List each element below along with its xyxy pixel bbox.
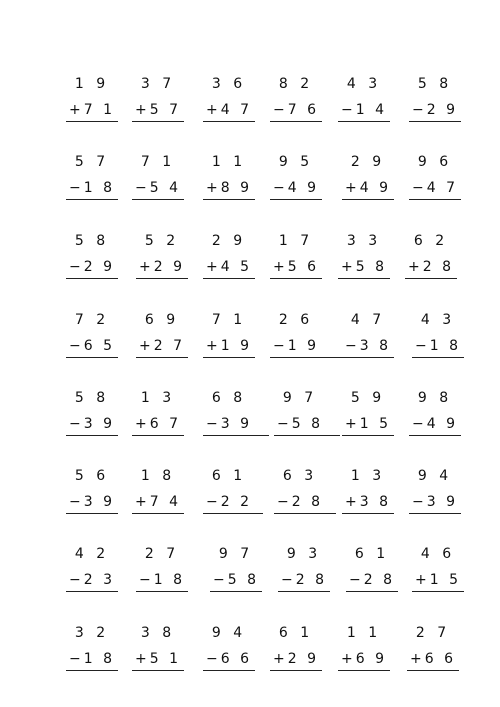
problem xyxy=(201,312,257,372)
problem xyxy=(64,312,120,372)
problem-row-2 xyxy=(0,154,500,214)
top-number: 3 7 xyxy=(140,76,176,92)
operator-number: −4 7 xyxy=(412,180,458,196)
problem xyxy=(201,390,257,450)
answer-line xyxy=(136,278,188,279)
operator-number: +4 7 xyxy=(206,102,252,118)
operator-number: +3 8 xyxy=(345,494,391,510)
operator-number: −2 2 xyxy=(206,494,252,510)
problem xyxy=(130,625,186,685)
operator-number: −1 4 xyxy=(341,102,387,118)
problem xyxy=(340,390,396,450)
top-number: 5 2 xyxy=(144,233,180,249)
problem xyxy=(336,76,392,136)
answer-line xyxy=(407,670,459,671)
answer-line xyxy=(203,121,255,122)
operator-number: −4 9 xyxy=(273,180,319,196)
answer-line xyxy=(66,278,118,279)
operator-number: +5 8 xyxy=(341,259,387,275)
answer-line xyxy=(342,199,394,200)
answer-line xyxy=(342,357,394,358)
answer-line xyxy=(409,199,461,200)
top-number: 2 7 xyxy=(415,625,451,641)
operator-number: −1 9 xyxy=(273,338,319,354)
top-number: 9 6 xyxy=(417,154,453,170)
operator-number: +1 5 xyxy=(345,416,391,432)
answer-line xyxy=(132,199,184,200)
answer-line xyxy=(132,121,184,122)
answer-line xyxy=(338,670,390,671)
answer-line xyxy=(409,435,461,436)
problem xyxy=(130,76,186,136)
top-number: 5 6 xyxy=(74,468,110,484)
top-number: 4 6 xyxy=(420,546,456,562)
top-number: 9 3 xyxy=(286,546,322,562)
top-number: 1 9 xyxy=(74,76,110,92)
top-number: 9 8 xyxy=(417,390,453,406)
operator-number: −6 5 xyxy=(69,338,115,354)
answer-line xyxy=(203,435,269,436)
problem xyxy=(130,390,186,450)
operator-number: −3 9 xyxy=(69,494,115,510)
top-number: 8 2 xyxy=(278,76,314,92)
problem xyxy=(407,154,463,214)
problem xyxy=(201,154,257,214)
operator-number: +4 9 xyxy=(345,180,391,196)
operator-number: −5 8 xyxy=(277,416,323,432)
problem xyxy=(407,390,463,450)
answer-line xyxy=(274,513,336,514)
operator-number: +2 9 xyxy=(273,651,319,667)
operator-number: −3 9 xyxy=(412,494,458,510)
answer-line xyxy=(338,121,390,122)
top-number: 1 3 xyxy=(140,390,176,406)
operator-number: −2 9 xyxy=(412,102,458,118)
problem xyxy=(64,625,120,685)
problem xyxy=(268,76,324,136)
operator-number: −2 8 xyxy=(277,494,323,510)
operator-number: −1 8 xyxy=(69,651,115,667)
top-number: 1 8 xyxy=(140,468,176,484)
answer-line xyxy=(132,435,184,436)
answer-line xyxy=(346,591,398,592)
top-number: 6 1 xyxy=(354,546,390,562)
problem xyxy=(208,546,264,606)
problem xyxy=(407,468,463,528)
answer-line xyxy=(66,513,118,514)
operator-number: +1 5 xyxy=(415,572,461,588)
operator-number: −2 9 xyxy=(69,259,115,275)
problem xyxy=(407,76,463,136)
problem xyxy=(336,233,392,293)
operator-number: +5 7 xyxy=(135,102,181,118)
top-number: 5 7 xyxy=(74,154,110,170)
operator-number: −5 8 xyxy=(213,572,259,588)
operator-number: +8 9 xyxy=(206,180,252,196)
top-number: 3 3 xyxy=(346,233,382,249)
top-number: 4 2 xyxy=(74,546,110,562)
answer-line xyxy=(66,121,118,122)
answer-line xyxy=(132,513,184,514)
answer-line xyxy=(136,591,188,592)
top-number: 9 7 xyxy=(218,546,254,562)
top-number: 1 1 xyxy=(211,154,247,170)
problem xyxy=(340,154,396,214)
problem xyxy=(201,233,257,293)
top-number: 9 5 xyxy=(278,154,314,170)
answer-line xyxy=(66,591,118,592)
answer-line xyxy=(66,670,118,671)
problem xyxy=(64,390,120,450)
top-number: 5 8 xyxy=(74,390,110,406)
problem xyxy=(272,390,328,450)
top-number: 5 8 xyxy=(417,76,453,92)
operator-number: +5 1 xyxy=(135,651,181,667)
operator-number: −7 6 xyxy=(273,102,319,118)
answer-line xyxy=(412,591,464,592)
problem xyxy=(340,312,396,372)
problem xyxy=(64,233,120,293)
problem xyxy=(268,233,324,293)
top-number: 7 2 xyxy=(74,312,110,328)
answer-line xyxy=(270,670,322,671)
operator-number: +2 8 xyxy=(408,259,454,275)
top-number: 3 2 xyxy=(74,625,110,641)
top-number: 6 1 xyxy=(278,625,314,641)
top-number: 2 6 xyxy=(278,312,314,328)
operator-number: +6 9 xyxy=(341,651,387,667)
operator-number: −3 9 xyxy=(69,416,115,432)
problem xyxy=(272,468,328,528)
operator-number: +2 9 xyxy=(139,259,185,275)
problem xyxy=(405,625,461,685)
top-number: 3 6 xyxy=(211,76,247,92)
answer-line xyxy=(409,513,461,514)
problem xyxy=(130,154,186,214)
answer-line xyxy=(270,278,322,279)
problem xyxy=(64,154,120,214)
operator-number: −6 6 xyxy=(206,651,252,667)
top-number: 4 7 xyxy=(350,312,386,328)
top-number: 6 3 xyxy=(282,468,318,484)
top-number: 2 9 xyxy=(350,154,386,170)
top-number: 5 8 xyxy=(74,233,110,249)
problem xyxy=(336,625,392,685)
answer-line xyxy=(66,435,118,436)
problem xyxy=(344,546,400,606)
problem-row-1 xyxy=(0,76,500,136)
operator-number: −3 8 xyxy=(345,338,391,354)
answer-line xyxy=(203,513,263,514)
operator-number: −2 8 xyxy=(349,572,395,588)
top-number: 9 4 xyxy=(417,468,453,484)
operator-number: +6 7 xyxy=(135,416,181,432)
problem xyxy=(64,468,120,528)
answer-line xyxy=(203,199,255,200)
top-number: 1 3 xyxy=(350,468,386,484)
answer-line xyxy=(66,357,118,358)
top-number: 3 8 xyxy=(140,625,176,641)
operator-number: −1 8 xyxy=(139,572,185,588)
problem xyxy=(410,312,466,372)
top-number: 9 7 xyxy=(282,390,318,406)
top-number: 4 3 xyxy=(420,312,456,328)
problem xyxy=(268,312,324,372)
operator-number: −4 9 xyxy=(412,416,458,432)
operator-number: −1 8 xyxy=(69,180,115,196)
problem xyxy=(134,233,190,293)
operator-number: +5 6 xyxy=(273,259,319,275)
problem-row-7 xyxy=(0,546,500,606)
answer-line xyxy=(270,357,348,358)
answer-line xyxy=(342,435,394,436)
top-number: 6 1 xyxy=(211,468,247,484)
operator-number: −3 9 xyxy=(206,416,252,432)
answer-line xyxy=(210,591,262,592)
top-number: 6 8 xyxy=(211,390,247,406)
problem xyxy=(134,312,190,372)
top-number: 7 1 xyxy=(211,312,247,328)
operator-number: +1 9 xyxy=(206,338,252,354)
problem xyxy=(268,625,324,685)
problem-row-5 xyxy=(0,390,500,450)
problem-row-4 xyxy=(0,312,500,372)
operator-number: −2 8 xyxy=(281,572,327,588)
answer-line xyxy=(203,278,255,279)
answer-line xyxy=(405,278,457,279)
answer-line xyxy=(278,591,330,592)
problem xyxy=(64,546,120,606)
problem xyxy=(268,154,324,214)
top-number: 4 3 xyxy=(346,76,382,92)
operator-number: −2 3 xyxy=(69,572,115,588)
operator-number: +6 6 xyxy=(410,651,456,667)
answer-line xyxy=(132,670,184,671)
answer-line xyxy=(342,513,394,514)
problem xyxy=(276,546,332,606)
top-number: 7 1 xyxy=(140,154,176,170)
answer-line xyxy=(338,278,390,279)
problem xyxy=(201,625,257,685)
answer-line xyxy=(412,357,464,358)
answer-line xyxy=(270,199,322,200)
problem-row-3 xyxy=(0,233,500,293)
top-number: 1 7 xyxy=(278,233,314,249)
answer-line xyxy=(409,121,461,122)
problem xyxy=(201,76,257,136)
problem xyxy=(134,546,190,606)
top-number: 6 9 xyxy=(144,312,180,328)
top-number: 2 9 xyxy=(211,233,247,249)
answer-line xyxy=(274,435,340,436)
problem xyxy=(130,468,186,528)
answer-line xyxy=(66,199,118,200)
top-number: 9 4 xyxy=(211,625,247,641)
problem xyxy=(340,468,396,528)
problem-row-8 xyxy=(0,625,500,685)
operator-number: +4 5 xyxy=(206,259,252,275)
answer-line xyxy=(136,357,188,358)
problem xyxy=(410,546,466,606)
operator-number: +7 1 xyxy=(69,102,115,118)
answer-line xyxy=(203,670,255,671)
answer-line xyxy=(270,121,322,122)
top-number: 2 7 xyxy=(144,546,180,562)
operator-number: −1 8 xyxy=(415,338,461,354)
problem-row-6 xyxy=(0,468,500,528)
problem xyxy=(64,76,120,136)
problem xyxy=(201,468,257,528)
top-number: 6 2 xyxy=(413,233,449,249)
operator-number: −5 4 xyxy=(135,180,181,196)
top-number: 1 1 xyxy=(346,625,382,641)
answer-line xyxy=(203,357,255,358)
top-number: 5 9 xyxy=(350,390,386,406)
operator-number: +2 7 xyxy=(139,338,185,354)
operator-number: +7 4 xyxy=(135,494,181,510)
problem xyxy=(403,233,459,293)
